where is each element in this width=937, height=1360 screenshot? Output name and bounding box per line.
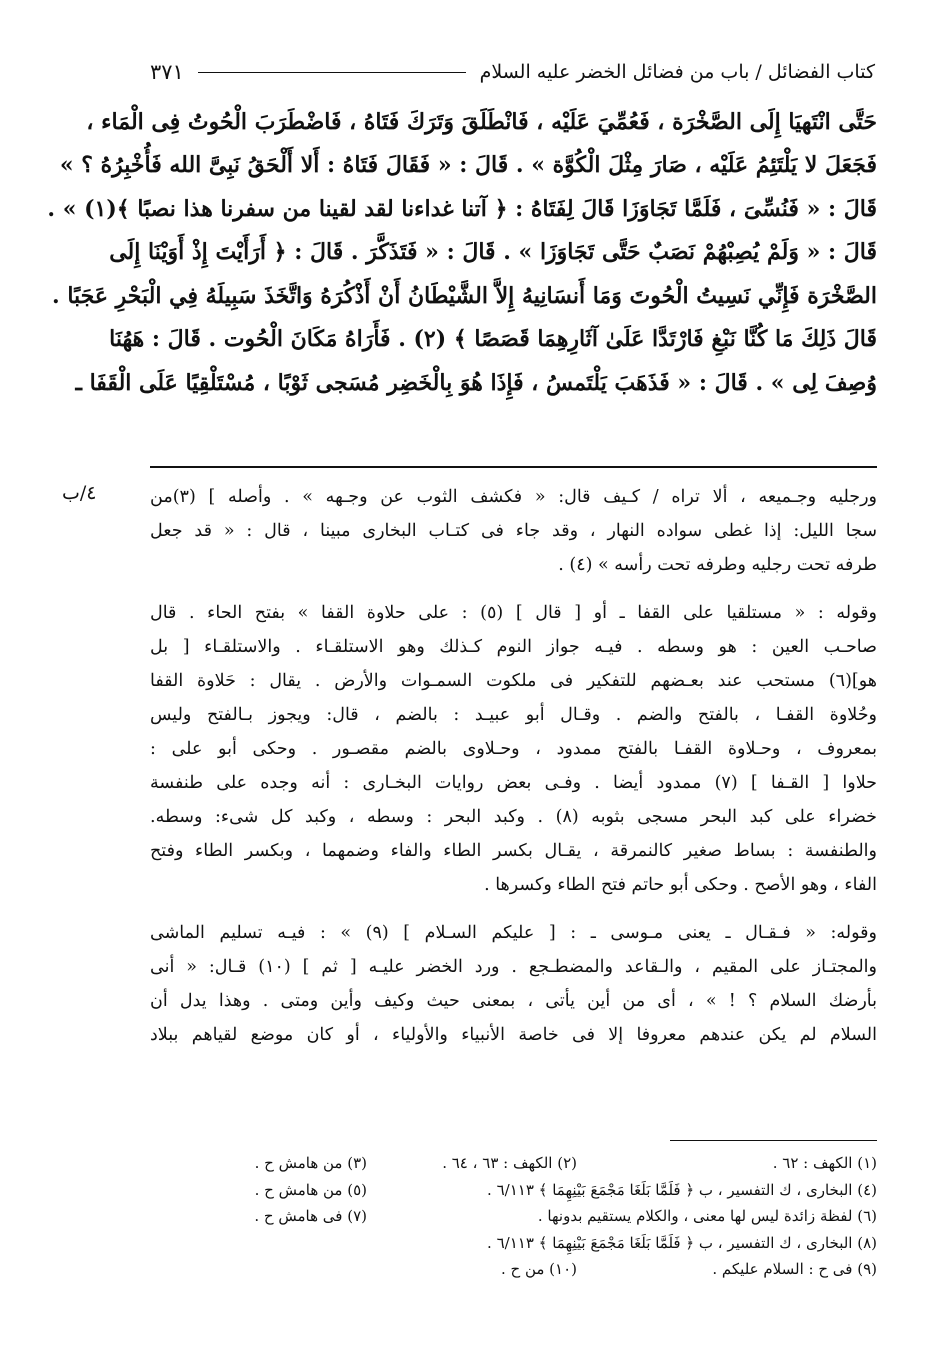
commentary-line: وقوله: « فـقـال ـ يعنى مـوسى ـ : [ عليكم السـلام ] (٩) » : فيـه تسليم الماشى — [150, 923, 877, 943]
footnote: (٨) البخارى ، ك التفسير ، ب ﴿ فَلَمَّا بَلَغَا مَجْمَعَ بَيْنِهِمَا ﴾ ٦/١١٣ . — [487, 1233, 877, 1252]
commentary-line: والطنفسة : بساط صغير كالنمرقة ، يقـال بكسر الطاء والفاء وضمهما ، وبكسر الطاء وفتح — [150, 841, 877, 861]
commentary-line: الفاء ، وهو الأصح . وحكى أبو حاتم فتح الطاء وكسرها . — [484, 875, 877, 895]
commentary-line: سجا الليل: إذا غطى سواده النهار ، وقد جاء فى كتـاب البخارى مبينا ، قال : « قد جعل — [150, 521, 877, 541]
footnote: (٤) البخارى ، ك التفسير ، ب ﴿ فَلَمَّا بَلَغَا مَجْمَعَ بَيْنِهِمَا ﴾ ٦/١١٣ . — [487, 1180, 877, 1199]
footnote-row — [160, 1150, 877, 1177]
commentary-line: بمعروف ، وحـلاوة القفـا بالفتح ممدود ، وحـلاوى بالضم مقصـور . وحكى أبو على : — [150, 739, 877, 759]
commentary-line: صاحـب العين : هو وسطه . فيـه جواز النوم كـذلك وهو الاستلقـاء . والاستلقـاء [ بل — [150, 637, 877, 657]
footnote-row — [160, 1230, 877, 1257]
hadith-line: قَالَ ذَلِكَ مَا كُنَّا نَبْغِ فَارْتَدَّا عَلَىٰ آثَارِهِمَا قَصَصًا ﴾ (٢) . فَأَرَاهُ مَكَانَ الْحُوت . قَالَ : هَهُنَا — [109, 326, 877, 353]
hadith-line: قَالَ : « فَنُسِّىَ ، فَلَمَّا تَجَاوَزَا قَالَ لِفَتَاهُ : ﴿ آتنا غداءنا لقد لقينا من سفرنا هذا نصبًا ﴾(١) » . — [47, 195, 877, 222]
footnote: (٦) لفظة زائدة ليس لها معنى ، والكلام يستقيم بدونها . — [537, 1207, 877, 1226]
footnotes — [160, 1150, 877, 1283]
commentary — [150, 480, 877, 1052]
commentary-line: حلاوا [ القـفا ] (٧) ممدود أيضا . وفـى بعض روايات البخـارى : أنه وجده على طنفسة — [150, 773, 877, 793]
commentary-line: هو](٦) مستحب عند بعـضهم للتفكير فى ملكوت السمـوات والأرض . يقال : حَلاوة القفا — [150, 671, 877, 691]
footnote: (٥) من هامش ح . — [254, 1180, 367, 1199]
footnote: (٧) فى هامش ح . — [254, 1207, 367, 1226]
header-rule — [198, 72, 466, 73]
chapter-title: كتاب الفضائل / باب من فضائل الخضر عليه السلام — [479, 61, 875, 83]
footnote: (٢) الكهف : ٦٣ ، ٦٤ . — [442, 1154, 577, 1173]
hadith-line: الصَّخْرَة فَإِنِّي نَسِيتُ الْحُوتَ وَمَا أَنسَانِيهُ إِلاَّ الشَّيْطَانُ أَنْ أَذْكُرَهُ وَاتَّخَذَ سَبِيلَهُ فِي الْبَحْرِ عَجَبًا . — [52, 282, 877, 309]
commentary-line: السلام لم يكن عندهم معروفا إلا فى خاصة الأنبياء والأولياء ، أو كان موضع لقياهم ببلاد — [150, 1025, 877, 1045]
footnote-row — [160, 1177, 877, 1204]
footnote-rule — [670, 1140, 877, 1141]
commentary-line: والمجتـاز على المقيم ، والـقاعد والمضطـجع . ورد الخضر عليـه [ ثم ] (١٠) قـال: « أنى — [150, 957, 877, 977]
commentary-line: ورجليه وجـميعه ، ألا تراه / كـيف قال: « فكشف الثوب عن وجـهه » . وأصله ] (٣)من — [150, 487, 877, 507]
running-header — [150, 50, 875, 94]
hadith-line: فَجَعَلَ لا يَلْتَئِمُ عَلَيْه ، صَارَ مِثْلَ الْكُوَّة » . قَالَ : « فَقَالَ فَتَاهُ : أَلا أَلْحَقُ نَبِىَّ الله فَأُخْبِرُهُ ؟ » — [59, 152, 877, 179]
commentary-line: وحُلاوة القفـا ، بالفتح والضم . وقـال أبو عبيـد : بالضم ، قال: ويجوز بـالفتح وليس — [150, 705, 877, 725]
commentary-line: طرفه تحت رجليه وطرفه تحت رأسه » (٤) . — [558, 555, 877, 575]
footnote: (٣) من هامش ح . — [254, 1154, 367, 1173]
page-number: ٣٧١ — [150, 60, 184, 84]
commentary-line: خضراء على كبد البحر مسجى بثوبه (٨) . وكبد البحر : وسطه ، وكبد كل شىء: وسطه. — [150, 807, 877, 827]
footnote: (١٠) من ح . — [500, 1260, 577, 1279]
hadith-line: حَتَّى انْتَهيَا إِلَى الصَّخْرَة ، فَعُمِّيَ عَلَيْه ، فَانْطَلَقَ وَتَرَكَ فَتَاهُ ، فَاضْطَرَبَ الْحُوتُ فِى الْمَاء ، — [86, 108, 877, 135]
footnote-row — [160, 1256, 877, 1283]
footnote-row — [160, 1203, 877, 1230]
hadith-line: قَالَ : « وَلَمْ يُصِبْهُمْ نَصَبٌ حَتَّى تَجَاوَزَا » . قَالَ : « فَتَذَكَّرَ . قَالَ : ﴿ أَرَأَيْتَ إِذْ أَوَيْنَا إِلَى — [109, 239, 877, 266]
commentary-line: بأرضك السلام ؟ ! » ، أى من أين يأتى ، بمعنى حيث وكيف وأين ومتى . وهذا يدل أن — [150, 991, 877, 1011]
commentary-line: وقوله : « مستلقيا على القفا ـ أو [ قال ] (٥) : على حلاوة القفا » بفتح الحاء . قال — [150, 603, 877, 623]
footnote: (٩) فى ح : السلام عليكم . — [712, 1260, 877, 1279]
hadith-line: وُصِفَ لِى » . قَالَ : « فَذَهَبَ يَلْتَمسُ ، فَإِذَا هُوَ بِالْخَضِر مُسَجى ثَوْبًا ، مُسْتَلْقِيًا عَلَى الْقَفَا ـ — [75, 369, 877, 396]
text-commentary-separator — [150, 466, 877, 468]
footnote: (١) الكهف : ٦٢ . — [772, 1154, 877, 1173]
hadith-text — [47, 100, 877, 405]
manuscript-folio-note: ٤/ب — [62, 482, 97, 504]
